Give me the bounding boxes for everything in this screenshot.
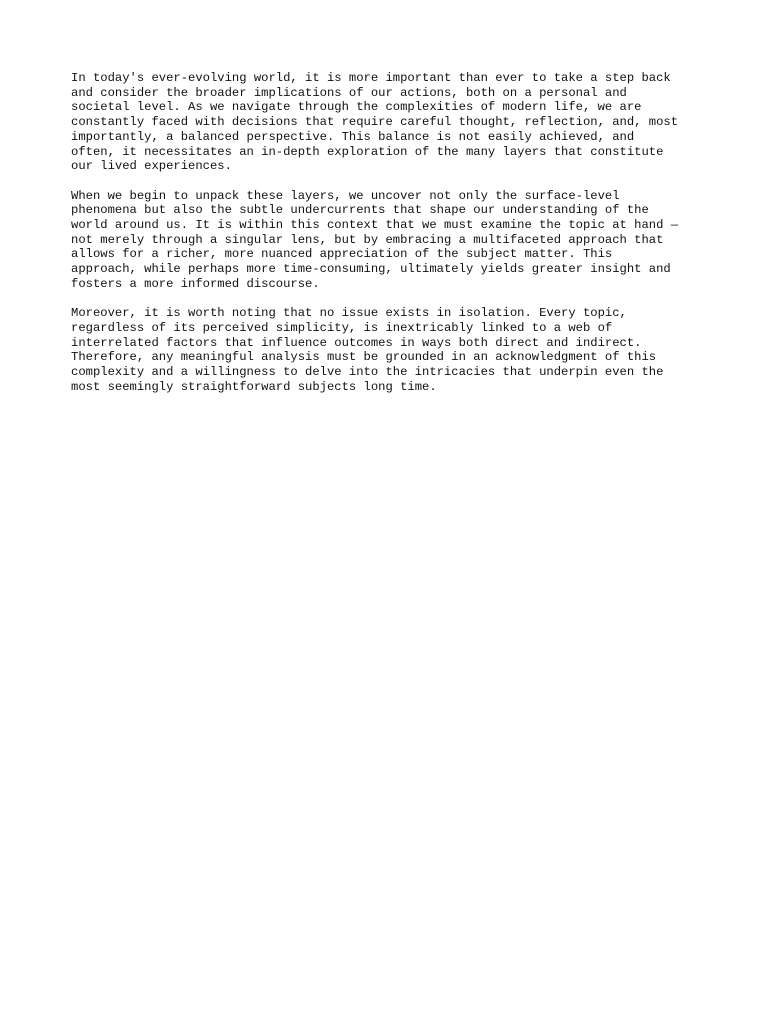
paragraph-1: In today's ever-evolving world, it is more important than ever to take a step back and consider the broader implications of our actions, both on a personal and societal level. As we navigate through the complexities of modern life, we are constantly faced with decisions that require careful thought, reflection, and, most importantly, a balanced perspective. This balance is not easily achieved, and often, it necessitates an in-depth exploration of the many layers that constitute our lived experiences. — [71, 71, 679, 174]
paragraph-2: When we begin to unpack these layers, we uncover not only the surface-level phenomena but also the subtle undercurrents that shape our understanding of the world around us. It is within this context that we must examine the topic at hand — not merely through a singular lens, but by embracing a multifaceted approach that allows for a richer, more nuanced appreciation of the subject matter. This approach, while perhaps more time-consuming, ultimately yields greater insight and fosters a more informed discourse. — [71, 188, 679, 291]
paragraph-3: Moreover, it is worth noting that no issue exists in isolation. Every topic, regardless of its perceived simplicity, is inextricably linked to a web of interrelated factors that influence outcomes in ways both direct and indirect. Therefore, any meaningful analysis must be grounded in an acknowledgment of this complexity and a willingness to delve into the intricacies that underpin even the most seemingly straightforward subjects long time. — [71, 306, 664, 394]
